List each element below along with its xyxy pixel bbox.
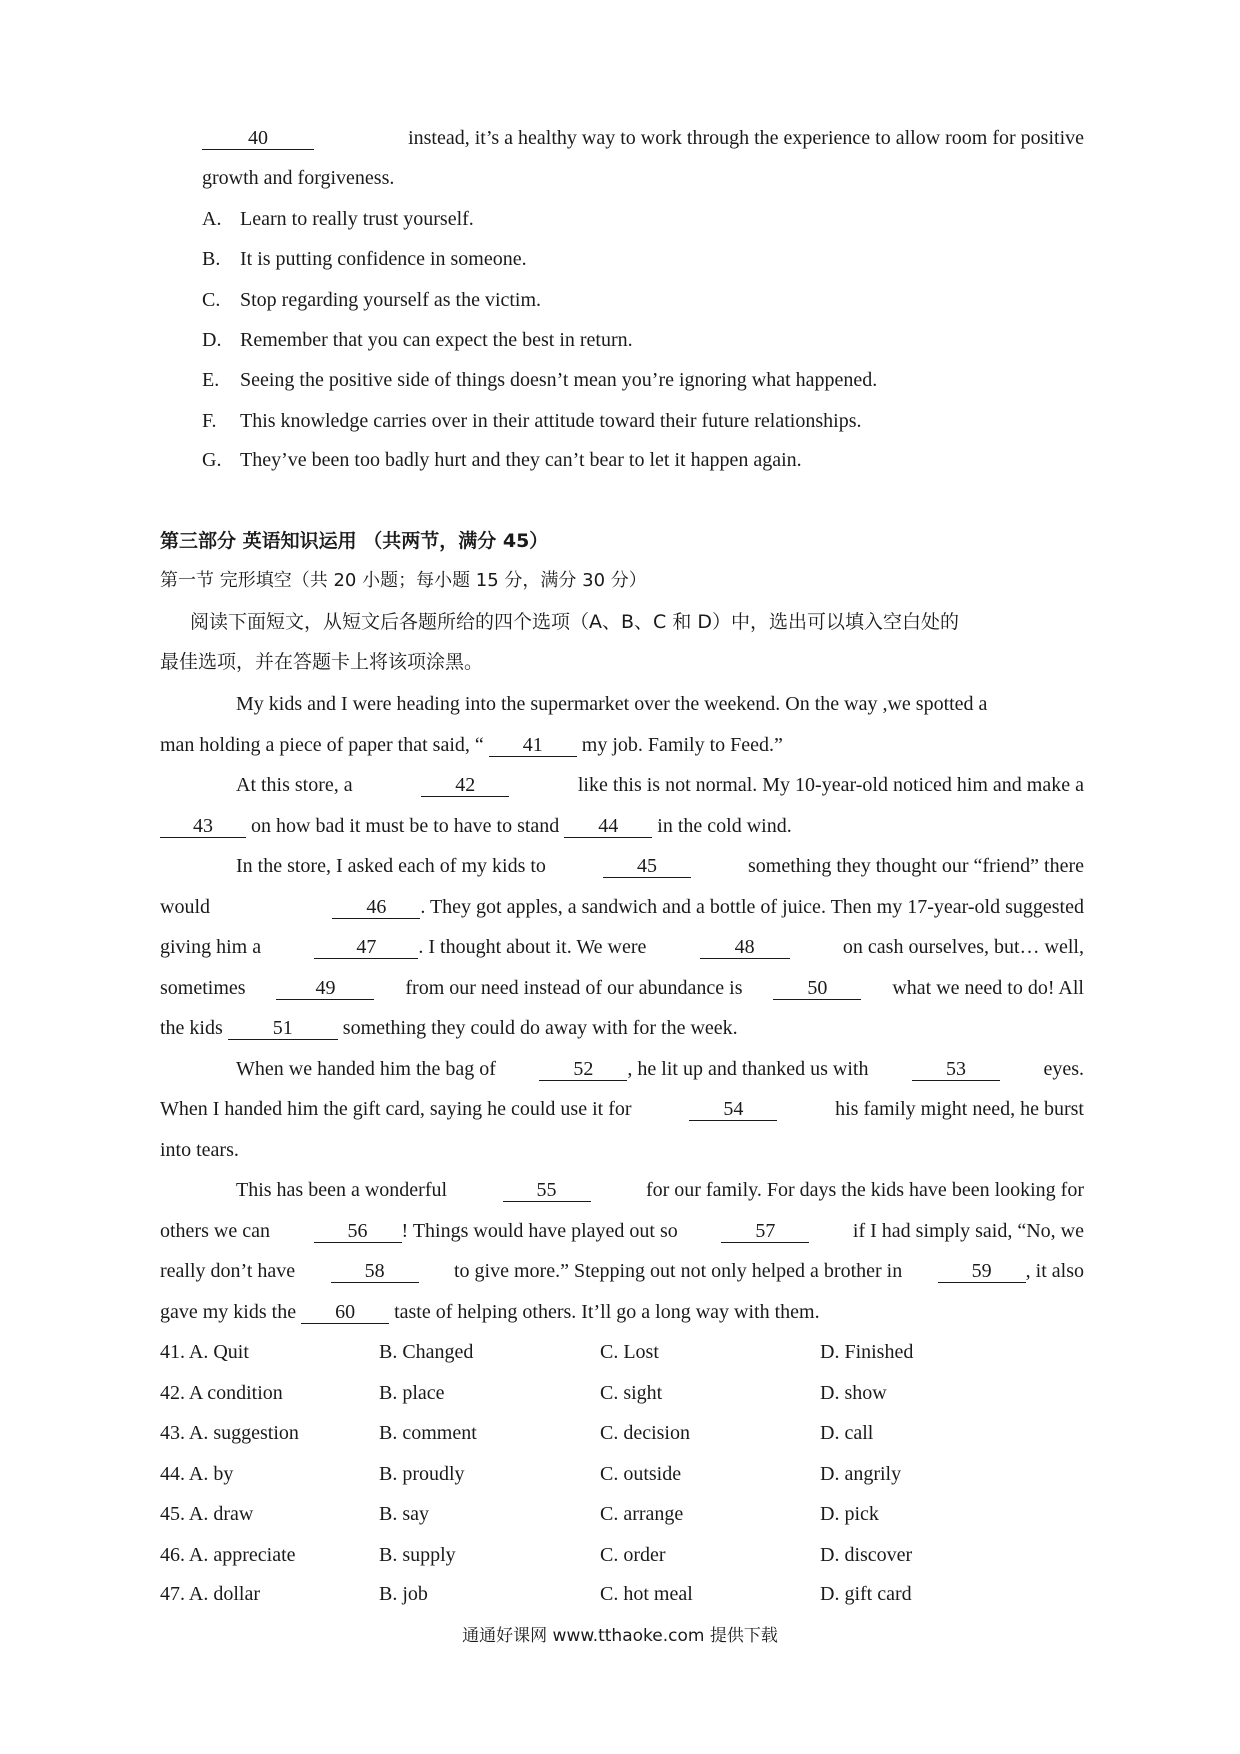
question-row-44 xyxy=(0,1460,1240,1488)
question-option-c: C. order xyxy=(600,1544,666,1566)
text-run: the kids xyxy=(160,1017,223,1039)
text-run: My kids and I were heading into the supermarket over the weekend. On the way ,we spotted a xyxy=(236,693,988,715)
blank-58: 58 xyxy=(331,1260,419,1283)
text-run: sometimes xyxy=(160,977,246,999)
option-letter: G. xyxy=(202,449,222,471)
blank-53: 53 xyxy=(912,1058,1000,1081)
text-run: . I thought about it. We were xyxy=(418,936,647,958)
text-run: really don’t have xyxy=(160,1260,296,1282)
text-run: instead, it’s a healthy way to work through the experience to allow room for positive xyxy=(408,127,1084,149)
blank-50: 50 xyxy=(773,977,861,1000)
paragraph-line xyxy=(202,124,1084,152)
option-b xyxy=(202,245,527,273)
option-text: Stop regarding yourself as the victim. xyxy=(240,289,542,311)
text-run: When we handed him the bag of xyxy=(236,1058,496,1080)
blank-40: 40 xyxy=(202,127,314,150)
blank-55: 55 xyxy=(503,1179,591,1202)
option-letter: A. xyxy=(202,208,222,230)
question-option-b: B. say xyxy=(379,1503,429,1525)
option-d xyxy=(202,326,633,354)
question-option-b: B. comment xyxy=(379,1422,477,1444)
text-run: When I handed him the gift card, saying he could use it for xyxy=(160,1098,632,1120)
option-text: Learn to really trust yourself. xyxy=(240,208,474,230)
option-text: They’ve been too badly hurt and they can’t bear to let it happen again. xyxy=(240,449,802,471)
text-run: for our family. For days the kids have been looking for xyxy=(645,1179,1084,1201)
blank-59: 59 xyxy=(938,1260,1026,1283)
passage-line xyxy=(160,1095,1084,1123)
text-run: others we can xyxy=(160,1220,270,1242)
option-a xyxy=(202,205,474,233)
blank-45: 45 xyxy=(603,855,691,878)
text-run: This has been a wonderful xyxy=(236,1179,448,1201)
text-run: . They got apples, a sandwich and a bottle of juice. Then my 17-year-old suggested xyxy=(420,896,1084,918)
question-option-d: D. show xyxy=(820,1382,887,1404)
passage-line xyxy=(160,731,783,759)
passage-line xyxy=(160,812,792,840)
blank-54: 54 xyxy=(689,1098,777,1121)
blank-42: 42 xyxy=(421,774,509,797)
blank-51: 51 xyxy=(228,1017,338,1040)
question-option-a: 47. A. dollar xyxy=(160,1583,260,1605)
passage-line xyxy=(160,1014,738,1042)
option-letter: E. xyxy=(202,369,220,391)
section-subheading: 第一节 完形填空（共 20 小题；每小题 15 分，满分 30 分） xyxy=(160,570,647,591)
question-option-b: B. job xyxy=(379,1583,428,1605)
blank-60: 60 xyxy=(301,1301,389,1324)
question-option-d: D. angrily xyxy=(820,1463,902,1485)
question-option-b: B. Changed xyxy=(379,1341,474,1363)
question-option-b: B. place xyxy=(379,1382,445,1404)
text-run: man holding a piece of paper that said, “ xyxy=(160,734,484,756)
question-option-c: C. sight xyxy=(600,1382,663,1404)
blank-52: 52 xyxy=(539,1058,627,1081)
blank-44: 44 xyxy=(564,815,652,838)
question-option-d: D. pick xyxy=(820,1503,879,1525)
passage-line xyxy=(160,1217,1084,1245)
text-run: something they thought our “friend” there xyxy=(747,855,1084,877)
passage-line xyxy=(160,933,1084,961)
text-run: to give more.” Stepping out not only helped a brother in xyxy=(453,1260,903,1282)
question-option-a: 42. A condition xyxy=(160,1382,283,1404)
blank-43: 43 xyxy=(160,815,246,838)
question-row-42 xyxy=(0,1379,1240,1407)
text-run: something they could do away with for the week. xyxy=(342,1017,738,1039)
page-footer: 通通好课网 www.tthaoke.com 提供下载 xyxy=(462,1626,778,1646)
text-run: if I had simply said, “No, we xyxy=(852,1220,1084,1242)
option-letter: B. xyxy=(202,248,221,270)
passage-line xyxy=(160,893,1084,921)
passage-line xyxy=(236,690,1084,718)
instruction-line: 阅读下面短文，从短文后各题所给的四个选项（A、B、C 和 D）中，选出可以填入空白处的 xyxy=(190,611,960,633)
question-option-c: C. outside xyxy=(600,1463,682,1485)
text-run: his family might need, he burst xyxy=(835,1098,1084,1120)
text-run: At this store, a xyxy=(236,774,353,796)
passage-line: into tears. xyxy=(160,1139,239,1161)
question-option-c: C. hot meal xyxy=(600,1583,693,1605)
blank-48: 48 xyxy=(700,936,790,959)
text-run: gave my kids the xyxy=(160,1301,297,1323)
passage-line xyxy=(236,852,1084,880)
question-row-41 xyxy=(0,1338,1240,1366)
blank-47: 47 xyxy=(314,936,418,959)
question-option-d: D. call xyxy=(820,1422,874,1444)
option-e xyxy=(202,366,877,394)
text-run: from our need instead of our abundance is xyxy=(405,977,743,999)
option-f xyxy=(202,407,861,435)
paragraph-line: growth and forgiveness. xyxy=(202,167,395,189)
question-row-47 xyxy=(0,1580,1240,1608)
passage-line xyxy=(236,1055,1084,1083)
blank-46: 46 xyxy=(332,896,420,919)
question-option-d: D. gift card xyxy=(820,1583,912,1605)
question-option-c: C. arrange xyxy=(600,1503,684,1525)
text-run: , it also xyxy=(1025,1260,1084,1282)
question-option-c: C. Lost xyxy=(600,1341,659,1363)
section-heading: 第三部分 英语知识运用 （共两节，满分 45） xyxy=(160,530,549,552)
passage-line xyxy=(236,1176,1084,1204)
question-option-a: 45. A. draw xyxy=(160,1503,254,1525)
option-c xyxy=(202,286,541,314)
text-run: what we need to do! All xyxy=(892,977,1084,999)
blank-57: 57 xyxy=(721,1220,809,1243)
option-text: It is putting confidence in someone. xyxy=(240,248,527,270)
option-letter: C. xyxy=(202,289,221,311)
passage-line xyxy=(160,1298,820,1326)
text-run: like this is not normal. My 10-year-old noticed him and make a xyxy=(577,774,1084,796)
option-g xyxy=(202,446,802,474)
text-run: , he lit up and thanked us with xyxy=(627,1058,869,1080)
text-run: on how bad it must be to have to stand xyxy=(251,815,560,837)
question-option-a: 43. A. suggestion xyxy=(160,1422,299,1444)
question-option-c: C. decision xyxy=(600,1422,690,1444)
question-option-a: 41. A. Quit xyxy=(160,1341,249,1363)
question-option-b: B. proudly xyxy=(379,1463,465,1485)
option-text: Seeing the positive side of things doesn’t mean you’re ignoring what happened. xyxy=(240,369,878,391)
text-run: would xyxy=(160,896,210,918)
text-run: eyes. xyxy=(1043,1058,1084,1080)
passage-line xyxy=(160,974,1084,1002)
text-run: on cash ourselves, but… well, xyxy=(842,936,1084,958)
option-text: Remember that you can expect the best in return. xyxy=(240,329,633,351)
question-option-d: D. discover xyxy=(820,1544,913,1566)
text-run: In the store, I asked each of my kids to xyxy=(236,855,546,877)
blank-49: 49 xyxy=(276,977,374,1000)
option-letter: F. xyxy=(202,410,217,432)
passage-line xyxy=(160,1257,1084,1285)
question-option-d: D. Finished xyxy=(820,1341,914,1363)
question-row-46 xyxy=(0,1541,1240,1569)
text-run: my job. Family to Feed.” xyxy=(581,734,783,756)
question-option-a: 44. A. by xyxy=(160,1463,234,1485)
option-text: This knowledge carries over in their attitude toward their future relationships. xyxy=(240,410,862,432)
instruction-line: 最佳选项，并在答题卡上将该项涂黑。 xyxy=(160,651,484,673)
question-row-45 xyxy=(0,1500,1240,1528)
question-option-b: B. supply xyxy=(379,1544,456,1566)
question-option-a: 46. A. appreciate xyxy=(160,1544,296,1566)
text-run: taste of helping others. It’ll go a long way with them. xyxy=(394,1301,820,1323)
option-letter: D. xyxy=(202,329,222,351)
question-row-43 xyxy=(0,1419,1240,1447)
text-run: giving him a xyxy=(160,936,262,958)
text-run: ! Things would have played out so xyxy=(401,1220,678,1242)
blank-56: 56 xyxy=(314,1220,402,1243)
blank-41: 41 xyxy=(489,734,577,757)
passage-line xyxy=(236,771,1084,799)
text-run: in the cold wind. xyxy=(657,815,792,837)
